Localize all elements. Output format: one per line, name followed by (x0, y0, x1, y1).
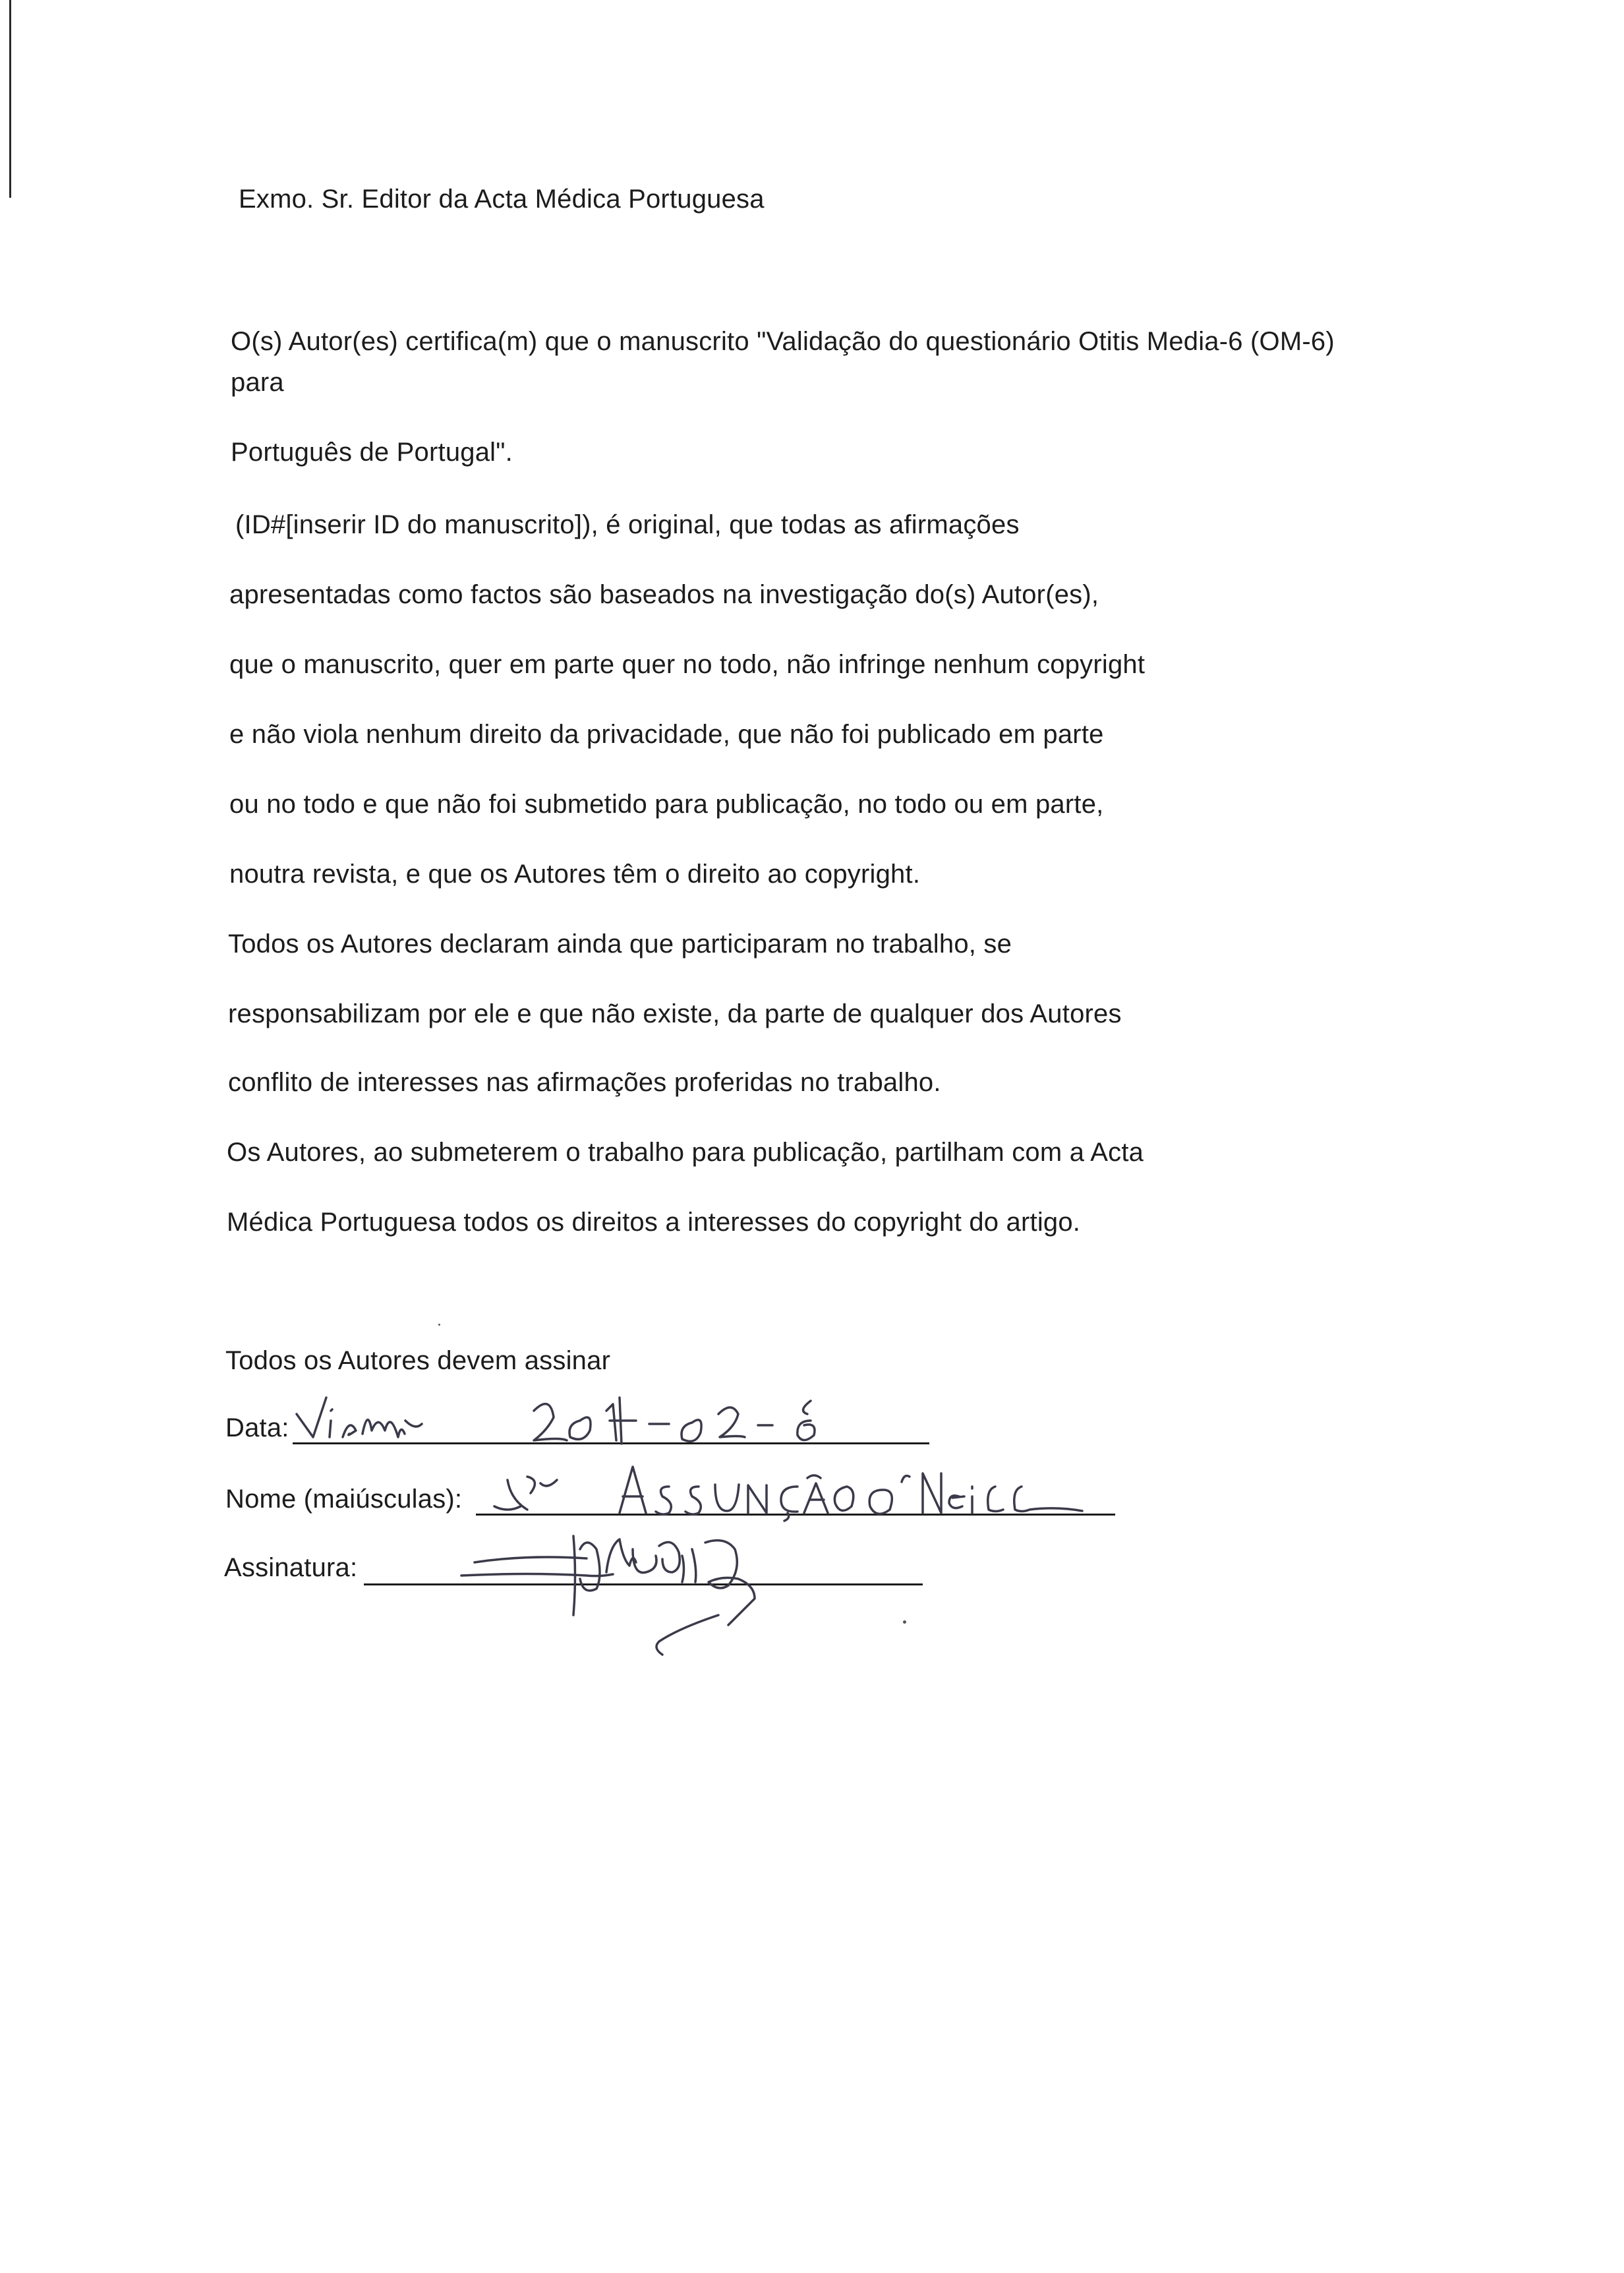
body-line-2: para (231, 368, 284, 397)
body-line-3: Português de Portugal". (231, 438, 513, 467)
body-line-9: noutra revista, e que os Autores têm o direito ao copyright. (229, 860, 921, 889)
scan-page-edge (9, 0, 11, 198)
salutation: Exmo. Sr. Editor da Acta Médica Portuguesa (239, 185, 765, 214)
signature-label: Assinatura: (224, 1553, 358, 1582)
handwritten-date (290, 1384, 883, 1450)
body-line-8: ou no todo e que não foi submetido para publicação, no todo ou em parte, (229, 790, 1104, 819)
body-line-7: e não viola nenhum direito da privacidade, que não foi publicado em parte (229, 720, 1104, 749)
body-line-11: responsabilizam por ele e que não existe, da parte de qualquer dos Autores (228, 999, 1122, 1028)
date-label: Data: (225, 1413, 289, 1442)
body-line-6: que o manuscrito, quer em parte quer no todo, não infringe nenhum copyright (229, 650, 1146, 679)
ink-speck (903, 1620, 906, 1624)
handwritten-signature (455, 1510, 903, 1668)
body-line-12: conflito de interesses nas afirmações proferidas no trabalho. (228, 1068, 941, 1097)
body-line-4: (ID#[inserir ID do manuscrito]), é original, que todas as afirmações (235, 510, 1020, 539)
body-line-13: Os Autores, ao submeterem o trabalho para publicação, partilham com a Acta (227, 1138, 1144, 1167)
body-line-5: apresentadas como factos são baseados na investigação do(s) Autor(es), (229, 580, 1099, 609)
name-label: Nome (maiúsculas): (225, 1485, 463, 1514)
body-line-1: O(s) Autor(es) certifica(m) que o manuscrito "Validação do questionário Otitis Media-6 (OM-6) (231, 327, 1335, 356)
body-line-14: Médica Portuguesa todos os direitos a interesses do copyright do artigo. (227, 1208, 1081, 1237)
signing-instruction: Todos os Autores devem assinar (225, 1346, 611, 1375)
ink-speck (438, 1324, 440, 1326)
body-line-10: Todos os Autores declaram ainda que participaram no trabalho, se (228, 930, 1012, 959)
